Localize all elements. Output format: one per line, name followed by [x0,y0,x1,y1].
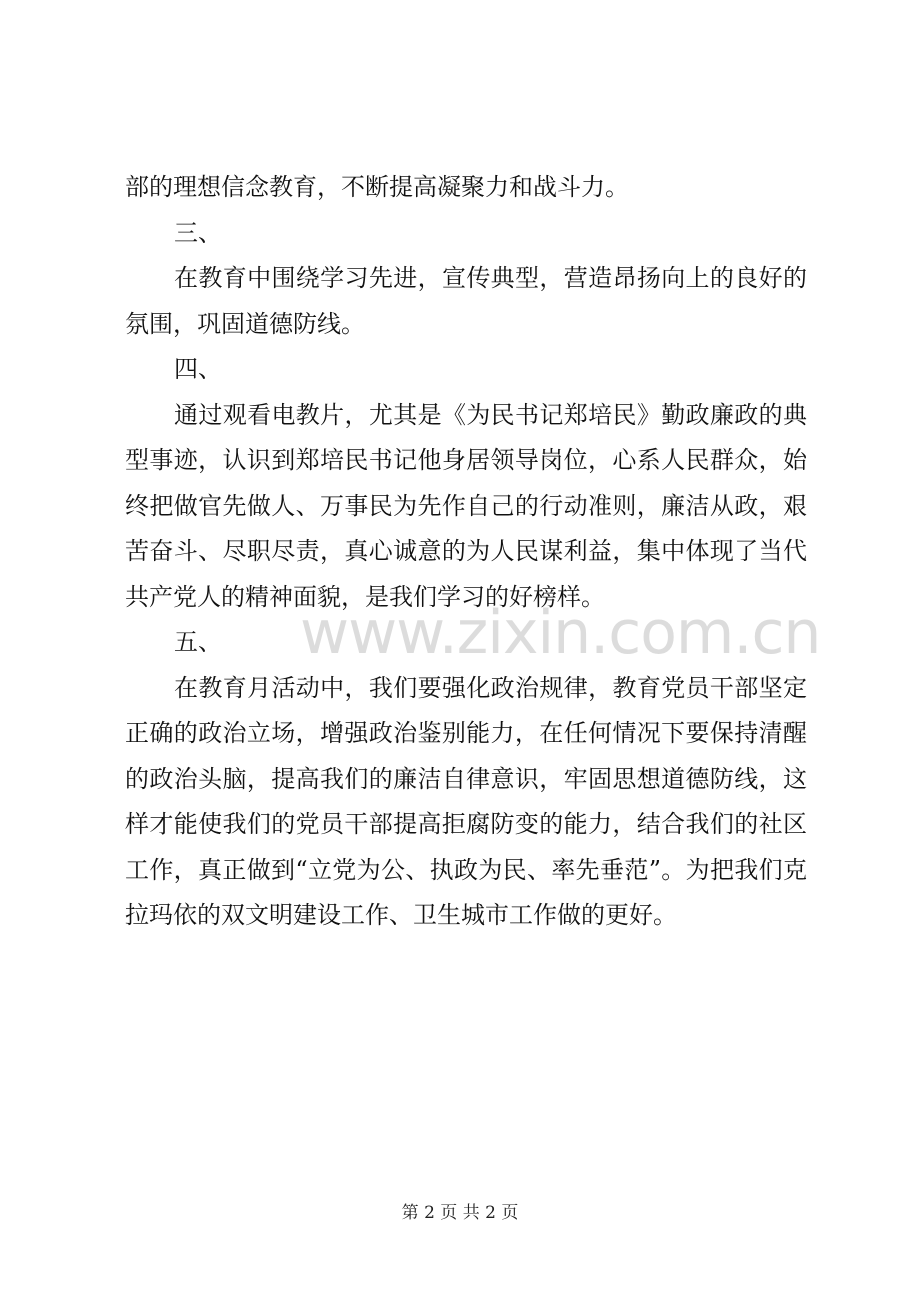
paragraph-section-three: 在教育中围绕学习先进，宣传典型，营造昂扬向上的良好的氛围，巩固道德防线。 [125,264,807,338]
document-body [125,165,821,939]
paragraph-section-five: 在教育月活动中，我们要强化政治规律，教育党员干部坚定正确的政治立场，增强政治鉴别能力，在任何情况下要保持清醒的政治头脑，提高我们的廉洁自律意识，牢固思想道德防线，这样才能使我们的党员干部提高拒腐防变的能力，结合我们的社区工作，真正做到“立党为公、执政为民、率先垂范”。为把我们克拉玛依的双文明建设工作、卫生城市工作做的更好。 [125,673,807,929]
page-number-footer: 第 2 页 共 2 页 [401,1203,519,1223]
watermark-text: www.zixin.com.cn [300,598,821,668]
paragraph-section-four: 通过观看电教片，尤其是《为民书记郑培民》勤政廉政的典型事迹，认识到郑培民书记他身居领导岗位，心系人民群众，始终把做官先做人、万事民为先作自己的行动准则，廉洁从政，艰苦奋斗、尽职尽责，真心诚意的为人民谋利益，集中体现了当代共产党人的精神面貌，是我们学习的好榜样。 [125,400,807,611]
section-heading-three: 三、 [174,218,222,247]
section-heading-five: 五、 [174,628,222,656]
section-heading-four: 四、 [174,355,222,383]
paragraph-continuation: 部的理想信念教育，不断提高凝聚力和战斗力。 [125,173,629,201]
